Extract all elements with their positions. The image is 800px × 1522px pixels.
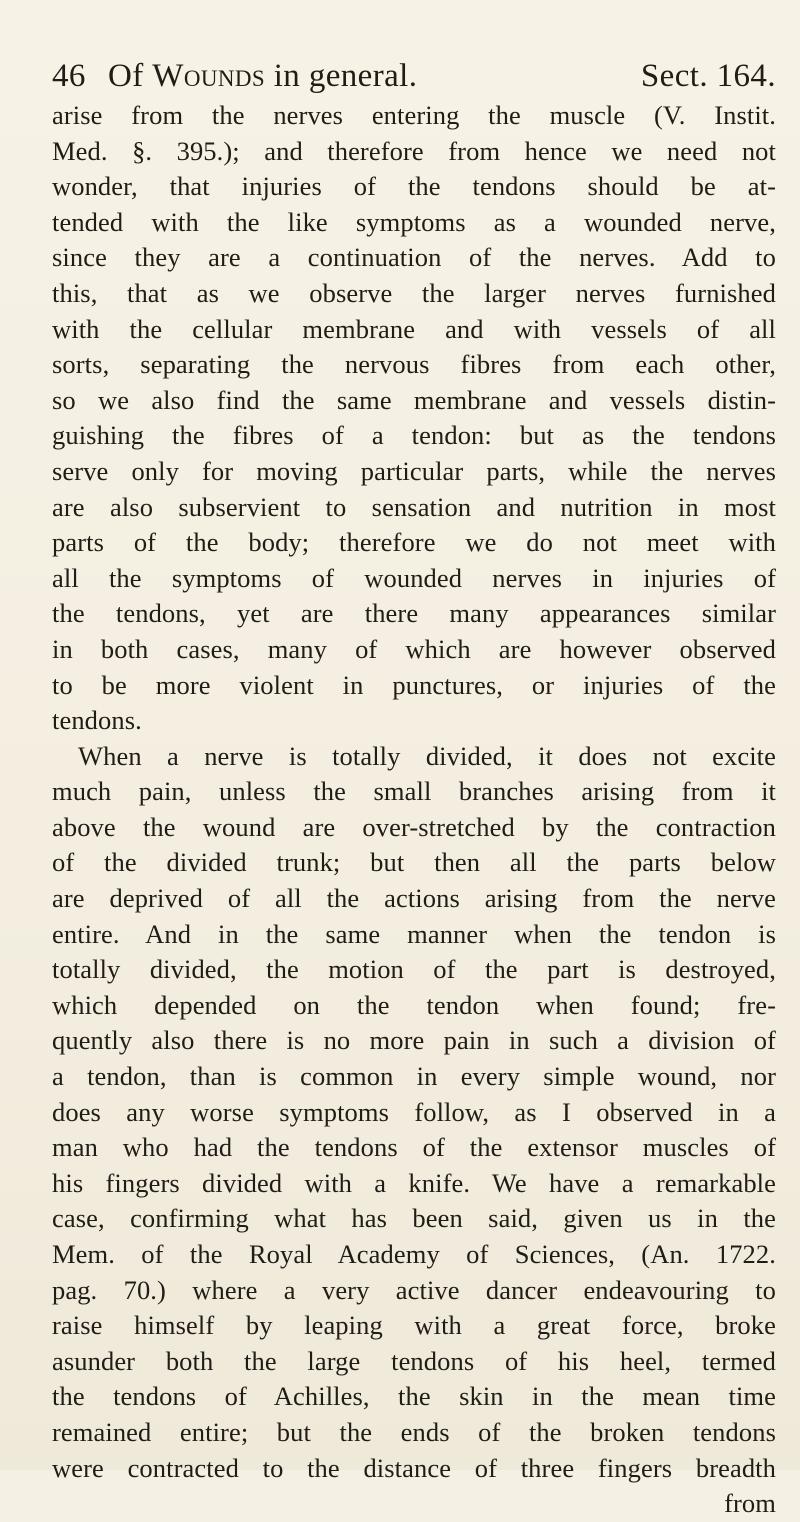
text-line: of the divided trunk; but then all the parts below <box>52 847 776 878</box>
text-line: are deprived of all the actions arising from the nerve <box>52 883 776 914</box>
text-line: were contracted to the distance of three fingers breadth <box>52 1452 776 1483</box>
text-line: pag. 70.) where a very active dancer endeavouring to <box>52 1274 776 1305</box>
text-line: much pain, unless the small branches arising from it <box>52 776 776 807</box>
text-line: all the symptoms of wounded nerves in injuries of <box>52 562 776 593</box>
text-line: tendons. <box>52 705 142 736</box>
text-line: case, confirming what has been said, given us in the <box>52 1203 776 1234</box>
text-line: asunder both the large tendons of his heel, termed <box>52 1345 776 1376</box>
text-line: guishing the fibres of a tendon: but as the tendons <box>52 420 776 451</box>
text-line: remained entire; but the ends of the broken tendons <box>52 1416 776 1447</box>
text-line: in both cases, many of which are however observed <box>52 633 776 664</box>
running-head <box>52 56 776 96</box>
running-title <box>108 56 627 96</box>
text-line: parts of the body; therefore we do not meet with <box>52 527 776 558</box>
running-title-of: Of <box>108 58 144 94</box>
running-title-main: Wounds <box>152 58 266 94</box>
text-line: Med. §. 395.); and therefore from hence we need not <box>52 135 776 166</box>
text-line: sorts, separating the nervous fibres from each other, <box>52 349 776 380</box>
text-line: to be more violent in punctures, or injuries of the <box>52 669 776 700</box>
section-number: Sect. 164. <box>640 58 776 94</box>
catchword: from <box>724 1488 776 1519</box>
text-line: since they are a continuation of the nerves. Add to <box>52 242 776 273</box>
text-line: are also subservient to sensation and nutrition in most <box>52 491 776 522</box>
text-line: the tendons of Achilles, the skin in the mean time <box>52 1381 776 1412</box>
text-line: with the cellular membrane and with vessels of all <box>52 313 776 344</box>
body-text <box>52 98 776 1522</box>
text-line: tended with the like symptoms as a wounded nerve, <box>52 206 776 237</box>
text-line: When a nerve is totally divided, it does not excite <box>78 740 776 771</box>
text-line: raise himself by leaping with a great force, broke <box>52 1310 776 1341</box>
text-line: man who had the tendons of the extensor muscles of <box>52 1132 776 1163</box>
text-line: entire. And in the same manner when the tendon is <box>52 918 776 949</box>
page-number: 46 <box>52 58 86 94</box>
text-line: above the wound are over-stretched by the contraction <box>52 811 776 842</box>
text-line: Mem. of the Royal Academy of Sciences, (An. 1722. <box>52 1239 776 1269</box>
text-line: totally divided, the motion of the part is destroyed, <box>52 954 776 985</box>
text-line: a tendon, than is common in every simple wound, nor <box>52 1061 776 1092</box>
text-line: which depended on the tendon when found; fre- <box>52 989 776 1020</box>
text-line: his fingers divided with a knife. We have a remarkable <box>52 1167 776 1198</box>
text-line: wonder, that injuries of the tendons should be at- <box>52 171 776 202</box>
text-line: arise from the nerves entering the muscle (V. Instit. <box>52 100 776 130</box>
text-line: the tendons, yet are there many appearances similar <box>52 598 776 629</box>
text-line: this, that as we observe the larger nerves furnished <box>52 277 776 308</box>
running-title-rest: in general. <box>273 58 418 94</box>
text-line: serve only for moving particular parts, while the nerves <box>52 455 776 486</box>
text-line: quently also there is no more pain in such a division of <box>52 1025 776 1056</box>
text-line: so we also find the same membrane and vessels distin- <box>52 384 776 415</box>
text-line: does any worse symptoms follow, as I observed in a <box>52 1096 776 1127</box>
